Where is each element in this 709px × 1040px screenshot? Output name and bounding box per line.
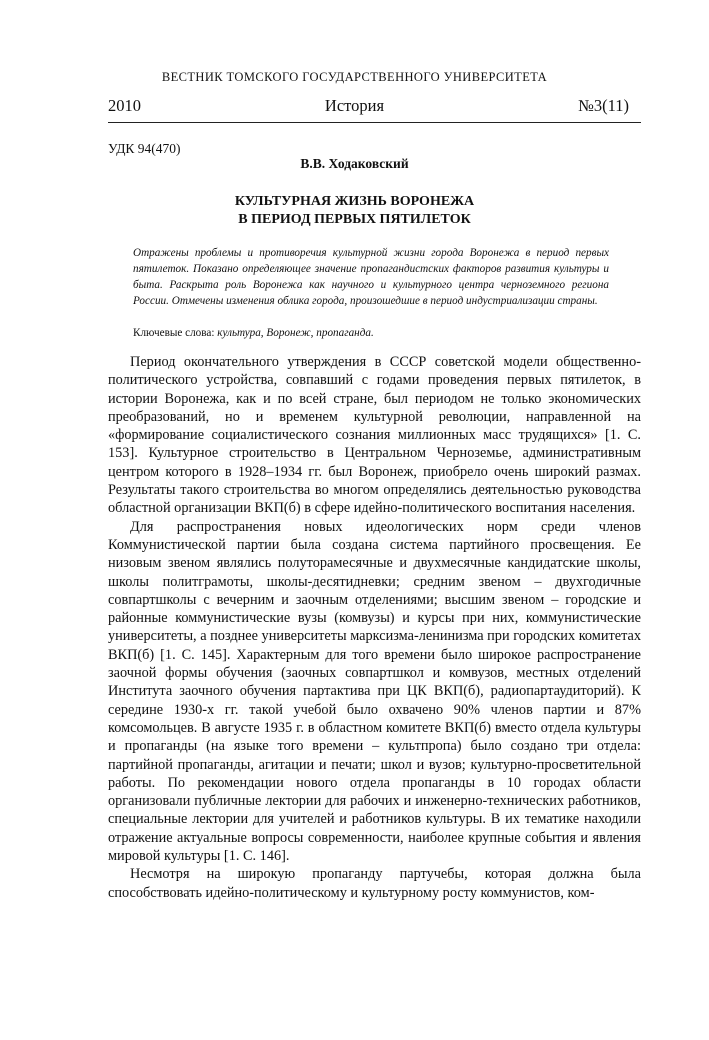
journal-section: История bbox=[324, 96, 385, 115]
issue-number: №3(11) bbox=[578, 96, 629, 115]
keywords-value: культура, Воронеж, пропаганда. bbox=[217, 327, 374, 339]
keywords-label: Ключевые слова: bbox=[133, 327, 215, 339]
udk-code: УДК 94(470) bbox=[108, 141, 181, 156]
body-paragraph: Период окончательного утверждения в СССР советской модели общественно-политического устройства, совпавший с годами проведения первых пятилеток, в истории Воронежа, как и по всей стране, был периодом не только экономических преобразований, но и временем культурной революции, направленной на «формирование социалистического сознания миллионных масс трудящихся» [1. С. 153]. Культурное строительство в Центральном Черноземье, административным центром которого в 1928–1934 гг. был Воронеж, приобрело очень широкий размах. Результаты такого строительства во многом определялись деятельностью руководства областной организации ВКП(б) в сфере идейно-политического воспитания населения. bbox=[108, 354, 641, 517]
article-title-line-1: КУЛЬТУРНАЯ ЖИЗНЬ ВОРОНЕЖА bbox=[234, 194, 475, 209]
body-paragraph: Для распространения новых идеологических норм среди членов Коммунистической партии была создана система партийного просвещения. Ее низовым звеном являлись полуторамесячные и двухмесячные кандидатские школы, школы политграмоты, школы-десятидневки; средним звеном – двухгодичные совпартшколы с вечерним и заочным отделениями; высшим звеном – городские и районные коммунистические вузы (комвузы) и курсы при них, коммунистические университеты, а позднее университеты марксизма-ленинизма при городских комитетах ВКП(б) [1. С. 145]. Характерным для того времени было широкое распространение заочной формы обучения (заочных совпартшкол и комвузов, местных отделений Института заочного обучения партактива при ЦК ВКП(б), радиопартаудиторий). К середине 1930-х гг. такой учебой было охвачено 90% членов партии и 87% комсомольцев. В августе 1935 г. в областном комитете ВКП(б) вместо отдела культуры и пропаганды (на языке того времени – культпропа) было создано три отдела: партийной пропаганды, агитации и печати; школ и вузов; культурно-просветительной работы. По рекомендации нового отдела пропаганды в 10 городах области организовали публичные лектории для рабочих и инженерно-технических работников, специальные лектории для учителей и работников культуры. В их тематике находили отражение актуальные вопросы современности, наиболее крупные события и явления мировой культуры [1. С. 146]. bbox=[108, 518, 641, 865]
article-body bbox=[108, 353, 641, 902]
article-abstract: Отражены проблемы и противоречия культурной жизни города Воронежа в период первых пятилеток. Показано определяющее значение пропагандистских факторов развития культуры и быта. Раскрыта роль Воронежа как научного и культурного центра черноземного региона России. Отмечены изменения облика города, произошедшие в период индустриализации страны. bbox=[133, 247, 609, 308]
article-author: В.В. Ходаковский bbox=[300, 156, 409, 171]
article-title bbox=[0, 193, 709, 229]
header-divider bbox=[108, 122, 641, 123]
issue-year: 2010 bbox=[108, 96, 141, 115]
body-paragraph: Несмотря на широкую пропаганду партучебы, которая должна была способствовать идейно-политическому и культурному росту коммунистов, ком- bbox=[108, 866, 641, 901]
journal-title: ВЕСТНИК ТОМСКОГО ГОСУДАРСТВЕННОГО УНИВЕРСИТЕТА bbox=[161, 70, 548, 84]
article-title-line-2: В ПЕРИОД ПЕРВЫХ ПЯТИЛЕТОК bbox=[238, 212, 471, 227]
article-keywords bbox=[133, 325, 609, 341]
